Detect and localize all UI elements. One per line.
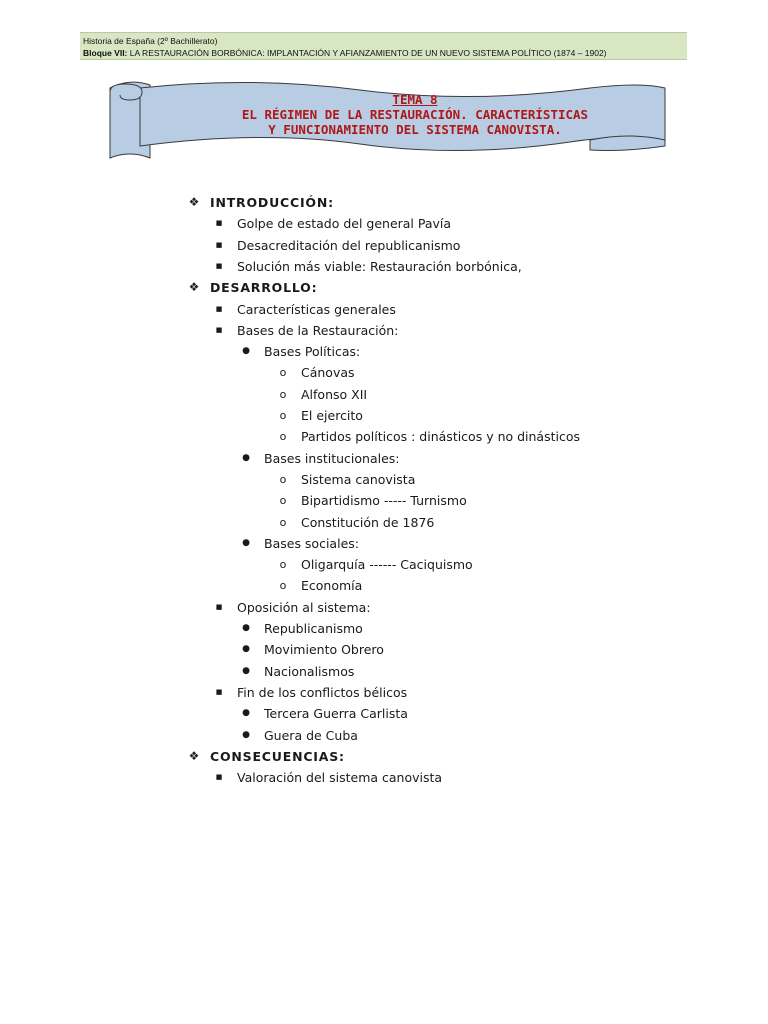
outline-item-text: Solución más viable: Restauración borbónica, [237,258,522,274]
bullet-icon: o [279,409,287,422]
bullet-icon: ■ [215,602,223,611]
bullet-icon: o [279,366,287,380]
banner-title [180,92,650,137]
outline-item-text: INTRODUCCIÓN: [210,195,334,210]
banner-title-line1: EL RÉGIMEN DE LA RESTAURACIÓN. CARACTERÍSTICAS [241,107,589,122]
outline-item-text: Bases institucionales: [264,450,400,466]
bullet-icon: o [279,515,287,529]
outline-item-text: Movimiento Obrero [264,642,384,658]
outline-item-text: El ejercito [301,408,363,423]
outline-item-text: Oligarquía ------ Caciquismo [301,557,473,573]
bullet-icon: o [279,472,287,486]
bullet-icon: ■ [215,773,223,782]
outline-item-text: Desacreditación del republicanismo [237,237,461,253]
outline-item-text: Bases de la Restauración: [237,322,399,338]
bullet-icon: ❖ [188,280,200,295]
bullet-icon: ● [242,644,250,655]
outline-item-text: Guera de Cuba [264,727,358,743]
outline-item-text: Valoración del sistema canovista [237,770,443,786]
bullet-icon: ■ [215,304,223,313]
outline-item-text: Republicanismo [264,621,363,636]
bullet-icon: ● [242,708,250,719]
outline-item-text: DESARROLLO: [210,280,318,296]
bullet-icon: ● [242,452,250,463]
outline-item-text: Constitución de 1876 [301,514,435,530]
banner-title-line2: Y FUNCIONAMIENTO DEL SISTEMA CANOVISTA. [268,122,562,137]
outline-item-text: Cánovas [301,365,355,381]
bullet-icon: ● [242,346,250,357]
block-prefix: Bloque VII: [83,48,128,58]
bullet-icon: o [279,494,287,508]
bullet-icon: ■ [215,240,223,249]
outline-item-text: Alfonso XII [301,386,368,402]
scroll-right-roll [590,136,665,151]
outline-item-text: CONSECUENCIAS: [210,748,345,764]
bullet-icon: ● [242,623,250,633]
outline-item-text: Partidos políticos : dinásticos y no dinásticos [301,429,581,445]
bullet-icon: ■ [215,219,223,228]
outline-item-text: Características generales [237,301,396,317]
bullet-icon: o [279,579,287,593]
bullet-icon: ■ [215,261,223,270]
outline-item-text: Fin de los conflictos bélicos [237,684,408,700]
bullet-icon: ● [242,665,250,676]
outline-item-text: Economía [301,578,363,594]
subject-label: Historia de España (2º Bachillerato) [83,36,218,46]
outline-item-text: Bases sociales: [264,535,359,551]
outline-item-text: Tercera Guerra Carlista [264,706,408,722]
bullet-icon: ■ [215,325,223,334]
outline-item-text: Oposición al sistema: [237,599,371,615]
outline-item-text: Golpe de estado del general Pavía [237,216,452,232]
bullet-icon: ❖ [188,748,200,763]
bullet-icon: ● [242,729,250,740]
bullet-icon: ❖ [188,195,200,209]
outline-item-text: Bases Políticas: [264,344,361,360]
bullet-icon: o [279,558,287,572]
bullet-icon: o [279,430,287,444]
tema-number: TEMA 8 [392,92,438,107]
bullet-icon: o [279,387,287,401]
block-title: LA RESTAURACIÓN BORBÓNICA: IMPLANTACIÓN Y AFIANZAMIENTO DE UN NUEVO SISTEMA POLÍTICO (1874 – 1902) [129,48,607,58]
bullet-icon: ● [242,537,250,548]
outline-item-text: Nacionalismos [264,663,355,679]
bullet-icon: ■ [215,687,223,696]
outline-item-text: Bipartidismo ----- Turnismo [301,493,467,509]
outline-item-text: Sistema canovista [301,471,416,487]
